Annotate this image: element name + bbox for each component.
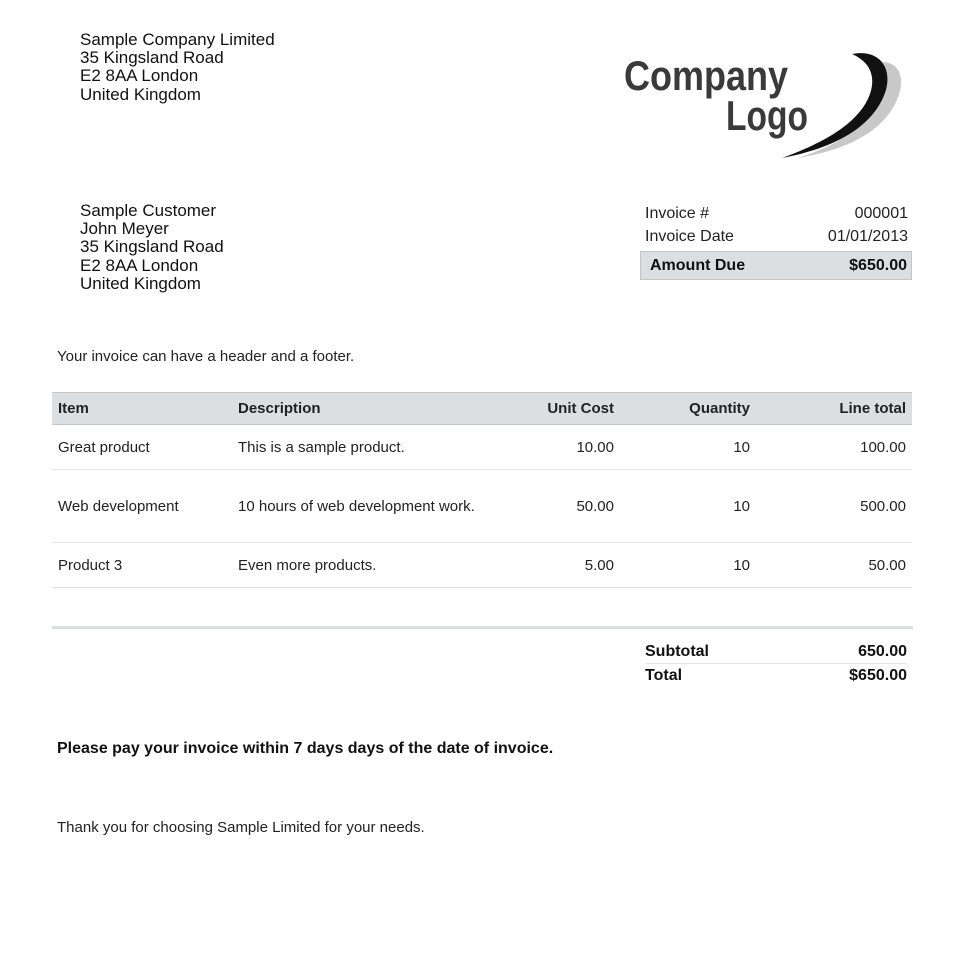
sender-address-line: Sample Company Limited: [80, 30, 275, 49]
customer-address-line: 35 Kingsland Road: [80, 237, 224, 257]
company-logo: [620, 50, 910, 162]
invoice-number-value: 000001: [854, 204, 908, 222]
column-header-line-total: Line total: [750, 393, 912, 425]
subtotal-label: Subtotal: [645, 642, 709, 660]
invoice-date-row: [640, 225, 912, 248]
cell-quantity: 10: [614, 425, 750, 470]
cell-item: Great product: [52, 425, 232, 470]
amount-due-label: Amount Due: [650, 256, 746, 274]
line-items-table: [52, 392, 912, 588]
column-header-description: Description: [232, 393, 492, 425]
footer-text: Thank you for choosing Sample Limited for your needs.: [57, 819, 425, 836]
payment-note: Please pay your invoice within 7 days days of the date of invoice.: [57, 740, 554, 757]
column-header-quantity: Quantity: [614, 393, 750, 425]
cell-item: Product 3: [52, 543, 232, 588]
invoice-meta: [640, 202, 912, 280]
cell-item: Web development: [52, 470, 232, 543]
table-header-row: [52, 393, 912, 425]
table-row: [52, 470, 912, 543]
cell-unit-cost: 5.00: [492, 543, 614, 588]
customer-address-line: United Kingdom: [80, 273, 201, 293]
cell-line-total: 100.00: [750, 425, 912, 470]
logo-text-line2: Logo: [726, 92, 808, 139]
subtotal-value: 650.00: [858, 642, 907, 660]
sender-address-line: 35 Kingsland Road: [80, 48, 224, 68]
invoice-number-label: Invoice #: [645, 204, 710, 222]
column-header-item: Item: [52, 393, 232, 425]
logo-text-line1: Company: [624, 52, 789, 99]
cell-quantity: 10: [614, 543, 750, 588]
cell-line-total: 50.00: [750, 543, 912, 588]
sender-address-line: United Kingdom: [80, 84, 201, 104]
cell-unit-cost: 50.00: [492, 470, 614, 543]
customer-address-line: John Meyer: [80, 219, 169, 239]
table-row: [52, 425, 912, 470]
invoice-date-label: Invoice Date: [645, 227, 734, 245]
amount-due-row: [640, 251, 912, 280]
table-row: [52, 543, 912, 588]
cell-quantity: 10: [614, 470, 750, 543]
amount-due-value: $650.00: [849, 256, 907, 274]
total-label: Total: [645, 667, 683, 684]
section-divider: [52, 626, 913, 629]
total-value: $650.00: [849, 667, 907, 684]
intro-text: Your invoice can have a header and a footer.: [57, 348, 355, 365]
cell-description: Even more products.: [232, 543, 492, 588]
sender-address: [80, 31, 275, 104]
column-header-unit-cost: Unit Cost: [492, 393, 614, 425]
cell-unit-cost: 10.00: [492, 425, 614, 470]
totals-block: [645, 640, 907, 688]
cell-description: 10 hours of web development work.: [232, 470, 492, 543]
sender-address-line: E2 8AA London: [80, 66, 199, 86]
total-row: [645, 664, 907, 688]
invoice-number-row: [640, 202, 912, 225]
subtotal-row: [645, 640, 907, 664]
invoice-date-value: 01/01/2013: [827, 227, 908, 245]
cell-description: This is a sample product.: [232, 425, 492, 470]
customer-address: [80, 202, 224, 293]
customer-address-line: E2 8AA London: [80, 255, 199, 275]
cell-line-total: 500.00: [750, 470, 912, 543]
customer-address-line: Sample Customer: [80, 201, 217, 220]
